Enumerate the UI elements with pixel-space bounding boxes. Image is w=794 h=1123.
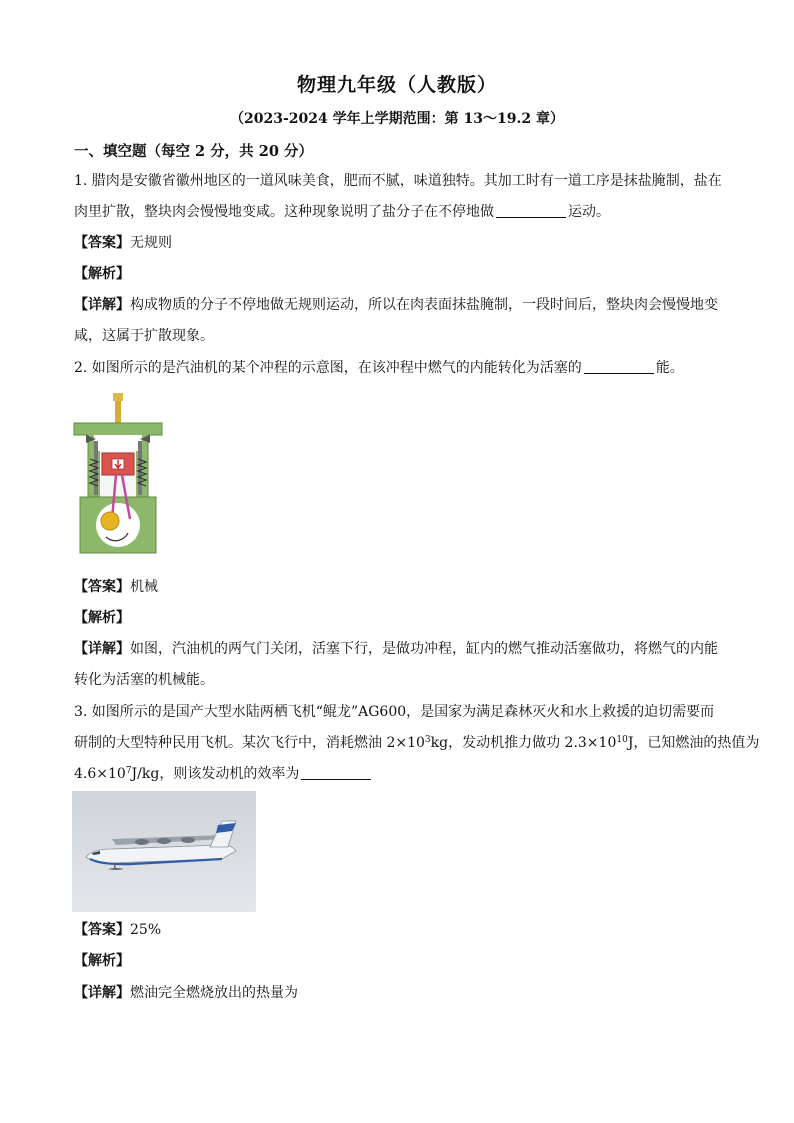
engine-2 (157, 838, 171, 844)
q2-detail-text-1: 如图，汽油机的两气门关闭，活塞下行，是做功冲程，缸内的燃气推动活塞做功，将燃气的内能 (130, 641, 718, 657)
q1-line-2-end: 运动。 (568, 204, 610, 220)
q2-blank (584, 359, 654, 374)
answer-tag: 【答案】 (74, 579, 130, 595)
q2-line-1 (74, 358, 684, 378)
page-subtitle: （2023-2024 学年上学期范围：第 13～19.2 章） (230, 111, 564, 127)
detail-tag: 【详解】 (74, 985, 130, 1001)
q1-blank (496, 203, 566, 218)
q3-analysis (74, 951, 130, 971)
q3-detail-1 (74, 983, 298, 1003)
ag600-seaplane-photo (72, 791, 256, 912)
q1-detail-2: 咸，这属于扩散现象。 (74, 328, 214, 344)
detail-tag: 【详解】 (74, 297, 130, 313)
q1-answer (74, 233, 172, 253)
float-strut (114, 863, 116, 869)
spark-plug-body (115, 401, 121, 423)
q1-detail-1 (74, 295, 718, 315)
q1-detail-text-1: 构成物质的分子不停地做无规则运动，所以在肉表面抹盐腌制，一段时间后，整块肉会慢慢地变 (130, 297, 718, 313)
exhaust-valve-stem (138, 441, 142, 495)
q1-analysis (74, 264, 130, 284)
section-heading-fill-blank: 一、填空题（每空 2 分，共 20 分） (74, 143, 313, 160)
detail-tag: 【详解】 (74, 641, 130, 657)
q3-blank (301, 765, 371, 780)
q2-line-1-text: 2. 如图所示的是汽油机的某个冲程的示意图，在该冲程中燃气的内能转化为活塞的 (74, 360, 582, 376)
q3-exp-1: 3 (424, 735, 431, 745)
q1-line-2-text: 肉里扩散，整块肉会慢慢地变咸。这种现象说明了盐分子在不停地做 (74, 204, 494, 220)
analysis-tag: 【解析】 (74, 610, 130, 626)
q2-answer-text: 机械 (130, 579, 158, 595)
q1-answer-text: 无规则 (130, 235, 172, 251)
q3-line-2-part-b: kg，发动机推力做功 2.3×10 (430, 735, 617, 751)
analysis-tag: 【解析】 (74, 953, 130, 969)
analysis-tag: 【解析】 (74, 266, 130, 282)
q3-line-3 (74, 764, 373, 784)
crankshaft (101, 512, 119, 530)
q3-line-2-part-c: J，已知燃油的热值为 (627, 735, 760, 751)
q3-line-2-part-a: 研制的大型特种民用飞机。某次飞行中，消耗燃油 2×10 (74, 735, 425, 751)
q3-line-3-part-b: J/kg，则该发动机的效率为 (131, 766, 300, 782)
q3-line-3-part-a: 4.6×10 (74, 766, 126, 782)
q3-line-2 (74, 733, 759, 753)
q3-exp-2: 10 (616, 735, 628, 745)
answer-tag: 【答案】 (74, 235, 130, 251)
q1-line-1: 1. 腊肉是安徽省徽州地区的一道风味美食，肥而不腻，味道独特。其加工时有一道工序是抹盐腌制，盐在 (74, 173, 722, 189)
combustion-chamber (94, 435, 142, 451)
q3-answer-text: 25% (130, 922, 162, 938)
q3-answer (74, 920, 161, 940)
engine-1 (135, 839, 149, 845)
gasoline-engine-diagram (72, 393, 164, 561)
answer-tag: 【答案】 (74, 922, 130, 938)
page-title: 物理九年级（人教版） (296, 74, 497, 96)
q2-line-1-end: 能。 (655, 360, 684, 376)
q1-line-2 (74, 202, 610, 222)
q2-detail-1 (74, 639, 718, 659)
q3-line-1: 3. 如图所示的是国产大型水陆两栖飞机“鲲龙”AG600，是国家为满足森林灭火和水上救援的迫切需要而 (74, 704, 715, 720)
spark-plug-cap (113, 393, 123, 401)
q2-answer (74, 577, 158, 597)
q2-analysis (74, 608, 130, 628)
q3-exp-3: 7 (125, 766, 132, 776)
q2-detail-2: 转化为活塞的机械能。 (74, 672, 214, 688)
q3-detail-text-1: 燃油完全燃烧放出的热量为 (130, 985, 298, 1001)
engine-3 (181, 837, 195, 843)
